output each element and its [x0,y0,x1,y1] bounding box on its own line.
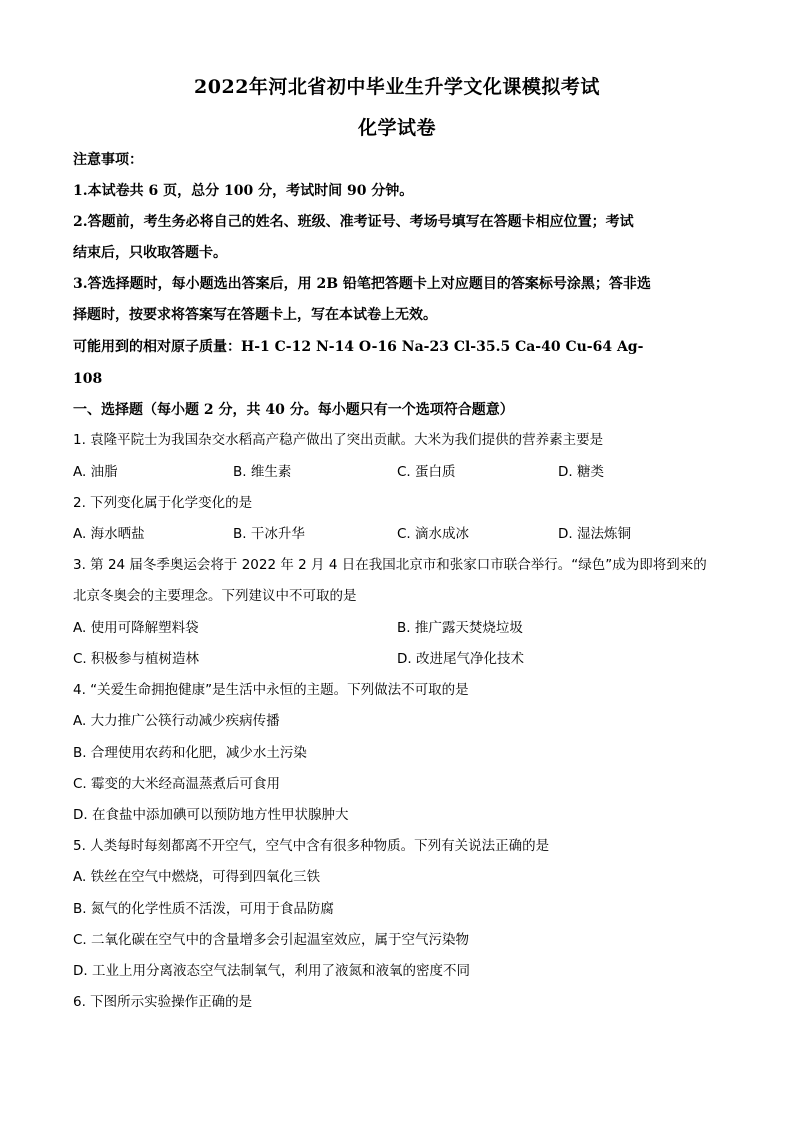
question-5-option-b: B. 氮气的化学性质不活泼，可用于食品防腐 [73,901,334,917]
question-1-option-d: D. 糖类 [558,464,604,480]
question-1-option-c: C. 蛋白质 [397,464,456,480]
question-5-option-a: A. 铁丝在空气中燃烧，可得到四氧化三铁 [73,869,321,885]
question-2-option-c: C. 滴水成冰 [397,526,470,542]
question-3-option-d: D. 改进尾气净化技术 [397,651,524,667]
question-3-stem-line-1: 3. 第 24 届冬季奥运会将于 2022 年 2 月 4 日在我国北京市和张家口市联合举行。“绿色”成为即将到来的 [73,557,707,573]
question-3-stem-line-2: 北京冬奥会的主要理念。下列建议中不可取的是 [73,588,357,604]
exam-title: 2022年河北省初中毕业生升学文化课模拟考试 [194,76,600,98]
question-1-stem: 1. 袁隆平院士为我国杂交水稻高产稳产做出了突出贡献。大米为我们提供的营养素主要是 [73,432,604,448]
atomic-mass-line-2: 108 [73,371,103,387]
section-heading: 一、选择题（每小题 2 分，共 40 分。每小题只有一个选项符合题意） [73,402,514,418]
question-1-option-a: A. 油脂 [73,464,118,480]
note-item-2-line-2: 结束后，只收取答题卡。 [73,245,227,261]
note-item-3-line-1: 3.答选择题时，每小题选出答案后，用 2B 铅笔把答题卡上对应题目的答案标号涂黑；答非选 [73,276,651,292]
question-5-option-d: D. 工业上用分离液态空气法制氧气，利用了液氮和液氧的密度不同 [73,963,470,979]
note-item-3-line-2: 择题时，按要求将答案写在答题卡上，写在本试卷上无效。 [73,307,437,323]
question-3-option-b: B. 推广露天焚烧垃圾 [397,620,523,636]
question-5-stem: 5. 人类每时每刻都离不开空气，空气中含有很多种物质。下列有关说法正确的是 [73,838,550,854]
question-4-option-b: B. 合理使用农药和化肥，减少水土污染 [73,745,307,761]
note-item-2-line-1: 2.答题前，考生务必将自己的姓名、班级、准考证号、考场号填写在答题卡相应位置；考试 [73,214,634,230]
question-3-option-c: C. 积极参与植树造林 [73,651,200,667]
question-4-option-d: D. 在食盐中添加碘可以预防地方性甲状腺肿大 [73,807,349,823]
question-5-option-c: C. 二氧化碳在空气中的含量增多会引起温室效应，属于空气污染物 [73,932,470,948]
question-2-stem: 2. 下列变化属于化学变化的是 [73,495,253,511]
atomic-mass-line-1: 可能用到的相对原子质量：H-1 C-12 N-14 O-16 Na-23 Cl-35.5 Ca-40 Cu-64 Ag- [73,339,644,355]
question-2-option-a: A. 海水晒盐 [73,526,145,542]
notes-heading: 注意事项： [73,152,143,168]
question-1-option-b: B. 维生素 [233,464,292,480]
question-2-option-b: B. 干冰升华 [233,526,305,542]
question-3-option-a: A. 使用可降解塑料袋 [73,620,199,636]
question-4-stem: 4. “关爱生命拥抱健康”是生活中永恒的主题。下列做法不可取的是 [73,682,469,698]
exam-subtitle: 化学试卷 [357,117,436,139]
question-4-option-c: C. 霉变的大米经高温蒸煮后可食用 [73,776,281,792]
question-2-option-d: D. 湿法炼铜 [558,526,631,542]
question-4-option-a: A. 大力推广公筷行动减少疾病传播 [73,713,280,729]
note-item-1: 1.本试卷共 6 页，总分 100 分，考试时间 90 分钟。 [73,183,414,199]
question-6-stem: 6. 下图所示实验操作正确的是 [73,994,253,1010]
